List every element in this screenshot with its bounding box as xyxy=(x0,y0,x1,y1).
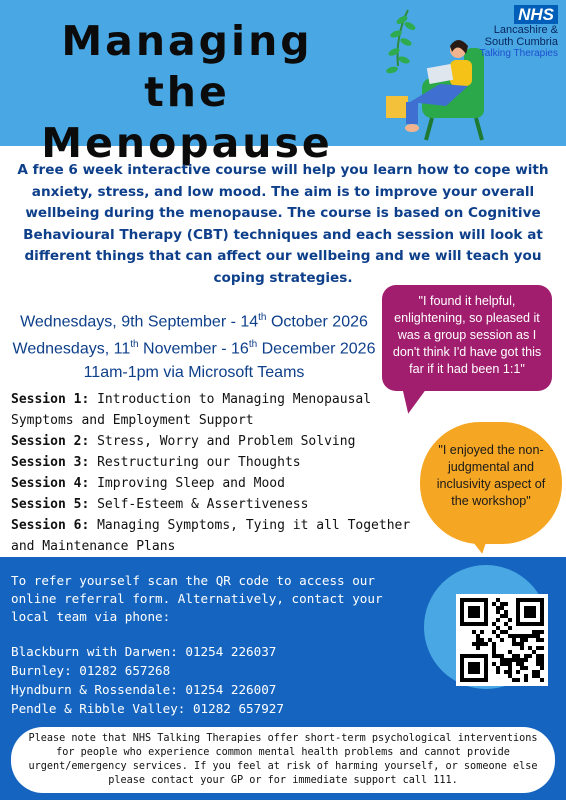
qr-code-icon[interactable] xyxy=(456,594,548,686)
contact-item: Burnley: 01282 657268 xyxy=(11,663,171,678)
quote-bubble-1: "I found it helpful, enlightening, so pleased it was a group session as I don't think I'd have got this far if it had been 1:1" xyxy=(382,285,552,391)
session-item: Session 5: Self-Esteem & Assertiveness xyxy=(11,497,309,512)
logo-line-1: Lancashire & xyxy=(493,24,558,36)
contact-item: Hyndburn & Rossendale: 01254 226007 xyxy=(11,682,277,697)
nhs-logo xyxy=(480,5,558,60)
quote-bubble-2-tail xyxy=(464,526,496,556)
session-item: Session 3: Restructuring our Thoughts xyxy=(11,455,301,470)
dates-line-1: Wednesdays, 9th September - 14th October 2026 xyxy=(20,312,368,331)
quote-bubble-2: "I enjoyed the non-judgmental and inclusivity aspect of the workshop" xyxy=(420,422,562,544)
session-item: Session 2: Stress, Worry and Problem Solving xyxy=(11,434,356,449)
session-item: Session 6: Managing Symptoms, Tying it all Together and Maintenance Plans xyxy=(11,518,411,554)
logo-line-3: Talking Therapies xyxy=(479,48,558,59)
title-line-1: Managing xyxy=(61,17,313,65)
page-title xyxy=(12,16,362,169)
session-item: Session 1: Introduction to Managing Menopausal Symptoms and Employment Support xyxy=(11,392,372,428)
contact-item: Pendle & Ribble Valley: 01282 657927 xyxy=(11,701,284,716)
course-dates xyxy=(8,306,380,384)
disclaimer-notice: Please note that NHS Talking Therapies offer short-term psychological interventions for people who experience common mental health problems and cannot provide urgent/emergency services. If you feel at risk of harming yourself, or someone else please contact your GP or for immediate support call 111. xyxy=(11,727,555,793)
dates-line-2: Wednesdays, 11th November - 16th December 2026 xyxy=(12,339,376,358)
title-line-2: the Menopause xyxy=(41,68,333,167)
intro-text: A free 6 week interactive course will help you learn how to cope with anxiety, stress, and low mood. The aim is to improve your overall wellbeing during the menopause. The course is based on Cognitive Behavioural Therapy (CBT) techniques and each session will look at different things that can affect our wellbeing and we will teach you coping strategies. xyxy=(17,162,549,286)
contact-item: Blackburn with Darwen: 01254 226037 xyxy=(11,644,277,659)
referral-text: To refer yourself scan the QR code to access our online referral form. Alternatively, contact your local team via phone: xyxy=(11,573,383,624)
logo-line-2: South Cumbria xyxy=(484,36,558,48)
session-item: Session 4: Improving Sleep and Mood xyxy=(11,476,285,491)
session-list xyxy=(11,389,421,557)
nhs-badge: NHS xyxy=(514,5,558,24)
contact-list xyxy=(11,642,411,718)
dates-line-3: 11am-1pm via Microsoft Teams xyxy=(83,363,305,381)
